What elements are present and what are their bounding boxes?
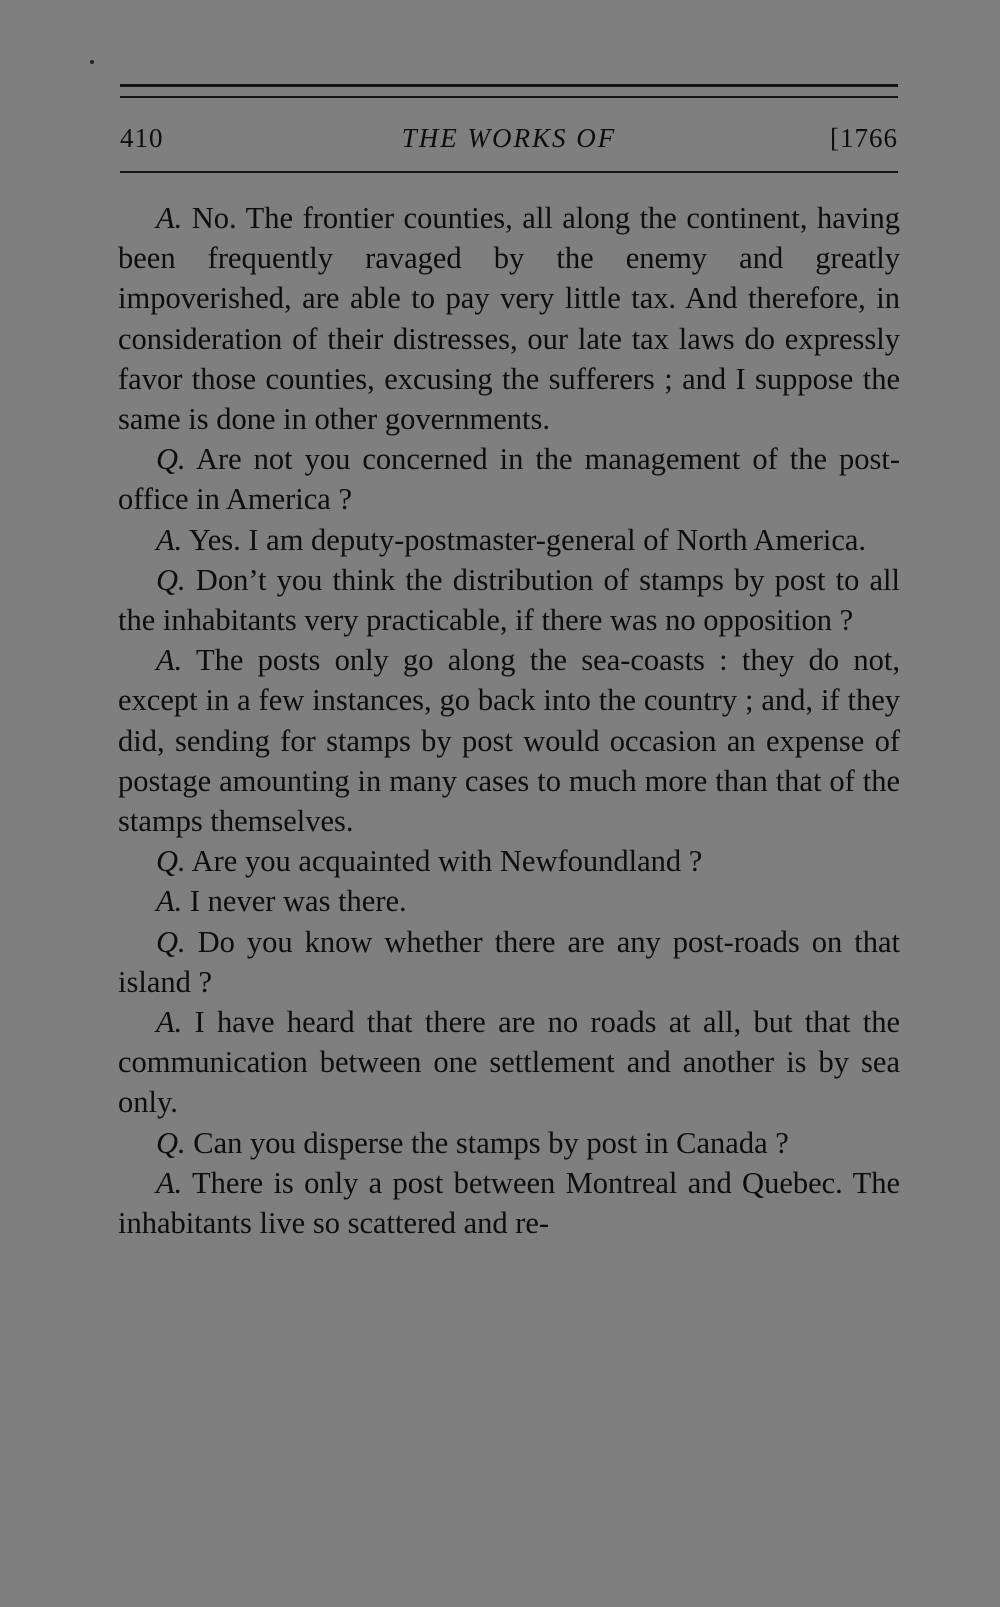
paragraph-text: Are not you concerned in the management of the post-office in America ? xyxy=(118,442,900,517)
paragraph xyxy=(118,1002,900,1123)
top-rule-thin xyxy=(120,96,898,98)
paragraph xyxy=(118,520,900,560)
page-number: 410 xyxy=(120,123,164,153)
paragraph xyxy=(118,640,900,841)
running-head xyxy=(120,118,898,158)
paragraph xyxy=(118,1123,900,1163)
top-rule xyxy=(120,84,898,87)
paragraph-text: The posts only go along the sea-coasts : they do not, except in a few instances, go back into the country ; and, if they did, sending for stamps by post would occasion an expense of postage amounting in many cases to much more than that of the stamps themselves. xyxy=(118,643,900,839)
speaker-label: A. xyxy=(156,201,183,235)
paragraph-text: Are you acquainted with Newfoundland ? xyxy=(185,844,703,879)
running-year: [1766 xyxy=(830,123,898,153)
paragraph-text: There is only a post between Montreal and Quebec. The inhabitants live so scattered and re- xyxy=(118,1165,900,1241)
speaker-label: A. xyxy=(156,643,183,678)
speaker-label: Q. xyxy=(156,924,186,959)
paragraph xyxy=(118,841,900,881)
paragraph-text: No. The frontier counties, all along the continent, having been frequently ravaged by the enemy and greatly impoverished, are able to pay very little tax. And therefore, in consideration of their distresses, our late tax laws do expressly favor those counties, excusing the sufferers ; and I suppose the same is done in other governments. xyxy=(118,201,900,437)
paragraph xyxy=(118,1163,900,1243)
speaker-label: Q. xyxy=(156,1125,186,1160)
speaker-label: A. xyxy=(156,1165,183,1200)
speaker-label: A. xyxy=(156,522,183,557)
speaker-label: Q. xyxy=(156,844,186,879)
paragraph-text: I have heard that there are no roads at all, but that the communication between one settlement and another is by sea only. xyxy=(118,1005,900,1120)
speaker-label: Q. xyxy=(156,562,186,597)
speaker-label: A. xyxy=(156,1005,183,1040)
paragraph xyxy=(118,439,900,519)
paragraph-text: I never was there. xyxy=(182,884,407,919)
paragraph-text: Can you disperse the stamps by post in Canada ? xyxy=(185,1125,789,1160)
paragraph xyxy=(118,881,900,921)
speaker-label: A. xyxy=(156,884,183,919)
paragraph-text: Don’t you think the distribution of stamps by post to all the inhabitants very practicable, if there was no opposition ? xyxy=(118,562,900,638)
body-text xyxy=(118,198,900,1243)
running-title: THE WORKS OF xyxy=(401,123,617,153)
paragraph xyxy=(118,560,900,640)
paragraph xyxy=(118,922,900,1002)
speaker-label: Q. xyxy=(156,442,186,477)
paragraph-text: Yes. I am deputy-postmaster-general of North America. xyxy=(182,522,867,557)
ink-speck xyxy=(90,60,94,64)
paragraph-text: Do you know whether there are any post-roads on that island ? xyxy=(118,924,900,999)
header-rule xyxy=(120,171,898,173)
paragraph xyxy=(118,198,900,439)
